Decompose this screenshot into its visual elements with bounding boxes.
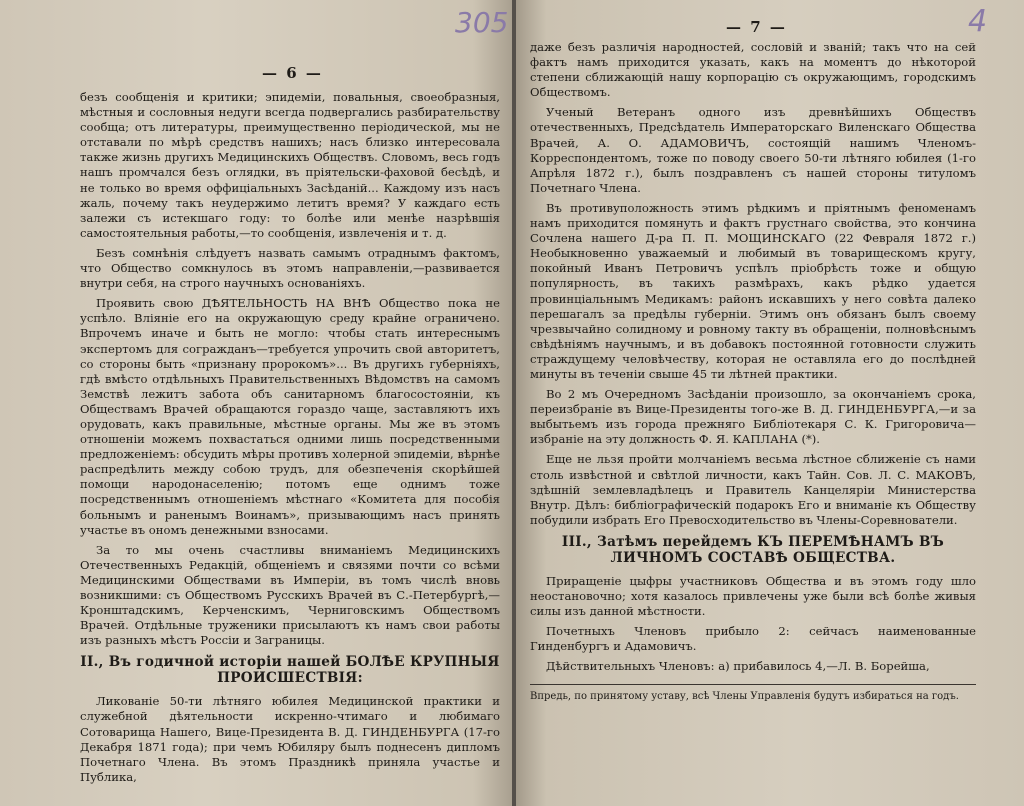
paragraph: Проявить свою ДѢЯТЕЛЬНОСТЬ НА ВНѢ Общество пока не успѣло. Вліяніе его на окружающую среду крайне ограничено. Впрочемъ иначе и быть не могло: чтобы стать интереснымъ экспертомъ для согражданъ—требуется упрочить свой авторитетъ, со стороны быть «признану пророкомъ»... Въ другихъ губерніяхъ, гдѣ вмѣсто отдѣльныхъ Правительственныхъ Вѣдомствъ на самомъ Земствѣ лежитъ забота объ санитарномъ благосостояніи, къ Обществамъ Врачей обращаются гораздо чаще, заставляютъ ихъ орудовать, какъ правильные, мѣстные органы. Мы же въ этомъ отношеніи можемъ похвастаться одними лишь посредственными предложеніемъ: обсудить мѣры противъ холерной эпидеміи, вѣрнѣе распредѣлить между собою трудъ, для обезпеченія скорѣйшей помощи народонаселенію; потомъ еще однимъ тоже посредственнымъ отношеніемъ мѣстнаго «Комитета для пособія больнымъ и раненымъ Воинамъ», призывающимъ насъ принять участье въ ономъ денежными взносами. xyxy=(80,296,500,537)
footnote: Впредь, по принятому уставу, всѣ Члены Управленія будутъ избираться на годъ. xyxy=(530,684,976,703)
paragraph: Еще не льзя пройти молчаніемъ весьма лѣстное сближеніе съ нами столь извѣстной и свѣтлой личности, какъ Тайн. Сов. Л. С. МАКОВЪ, здѣшній землевладѣлецъ и Правитель Канцеляріи Министерства Внутр. Дѣлъ: библіографическій подарокъ Его и вниманіе къ Обществу побудили избрать Его Превосходительство въ Члены-Соревнователи. xyxy=(530,452,976,527)
paragraph: Почетныхъ Членовъ прибыло 2: сейчасъ наименованные Гинденбургъ и Адамовичъ. xyxy=(530,624,976,654)
paragraph: Во 2 мъ Очередномъ Засѣданіи произошло, за окончаніемъ срока, переизбраніе въ Вице-Президенты того-же В. Д. ГИНДЕНБУРГА,—и за выбытьемъ изъ города прежняго Библіотекаря С. К. Григоровича—избраніе на эту должность Ф. Я. КАПЛАНА (*). xyxy=(530,387,976,447)
paragraph: Безъ сомнѣнія слѣдуетъ назвать самымъ отраднымъ фактомъ, что Общество сомкнулось въ этомъ направленіи,—развивается внутри себя, на строго научныхъ основаніяхъ. xyxy=(80,245,500,291)
page-number: — 7 — xyxy=(726,18,787,36)
section-heading: II., Въ годичной исторіи нашей БОЛѢЕ КРУПНЫЯ ПРОИСШЕСТВІЯ: xyxy=(80,654,500,687)
handwritten-page-number: 305 xyxy=(455,6,509,39)
section-heading: III., Затѣмъ перейдемъ КЪ ПЕРЕМѢНАМЪ ВЪ ЛИЧНОМЪ СОСТАВѢ ОБЩЕСТВА. xyxy=(561,533,945,566)
paragraph: Въ противуположность этимъ рѣдкимъ и пріятнымъ феноменамъ намъ приходится помянуть и фактъ грустнаго свойства, это кончина Сочлена нашего Д-ра П. П. МОЩИНСКАГО (22 Февраля 1872 г.) Необыкновенно уважаемый и любимый въ товарищескомъ кругу, покойный Иванъ Петровичъ успѣлъ пріобрѣсть тоже и общую популярность, въ такихъ размѣрахъ, какъ рѣдко удается провинціальнымъ Медикамъ: районъ искавшихъ у него совѣта далеко перешагалъ за предѣлы губерніи. Этимъ онъ обязанъ былъ своему чрезвычайно солидному и ровному такту въ обращеніи, полновѣснымъ свѣдѣніямъ научнымъ, и въ добавокъ постоянной готовности служить страждущему человѣчеству, которая не оставляла его до послѣдней минуты въ теченіи свыше 45 ти лѣтней практики. xyxy=(530,200,976,381)
paragraph: Дѣйствительныхъ Членовъ: а) прибавилось 4,—Л. В. Борейша, xyxy=(546,659,930,674)
right-page-body xyxy=(530,40,976,679)
paragraph: За то мы очень счастливы вниманіемъ Медицинскихъ Отечественныхъ Редакцій, общеніемъ и связями почти со всѣми Медицинскими Обществами въ Имперіи, въ томъ числѣ вновь возникшими: съ Обществомъ Русскихъ Врачей въ С.-Петербургѣ,—Кронштадскимъ, Керченскимъ, Черниговскимъ Обществомъ Врачей. Отдѣльные труженики присылаютъ къ намъ свои работы изъ разныхъ мѣстъ Россіи и Заграницы. xyxy=(80,542,500,648)
paragraph: Ликованіе 50-ти лѣтняго юбилея Медицинской практики и служебной дѣятельности искренно-чтимаго и любимаго Сотоварища Нашего, Вице-Президента В. Д. ГИНДЕНБУРГА (17-го Декабря 1871 года); при чемъ Юбиляру былъ поднесенъ дипломъ Почетнаго Члена. Въ этомъ Праздникѣ приняла участье и Публика, xyxy=(80,694,500,784)
right-page xyxy=(516,0,1024,806)
handwritten-page-number: 4 xyxy=(968,4,988,39)
left-page-body xyxy=(80,90,500,790)
paragraph: безъ сообщенія и критики; эпидеміи, повальныя, своеобразныя, мѣстныя и сословныя недуги всегда подвергались разбирательству сообща; отъ литературы, преимущественно періодической, мы не отставали по мѣрѣ средствъ нашихъ; насъ близко интересовала также жизнь другихъ Медицинскихъ Обществъ. Словомъ, весь годъ нашъ промчался безъ оглядки, въ пріятельски-фаховой бесѣдѣ, и не только во время оффиціальныхъ Засѣданій... Каждому изъ насъ жаль, почему такъ неудержимо летитъ время? У каждаго есть залежи съ истекшаго году: то болѣе или менѣе назрѣвшія самостоятельныя работы,—то сообщенія, извлеченія и т. д. xyxy=(80,90,500,240)
page-number: — 6 — xyxy=(262,64,323,82)
paragraph: Приращеніе цыфры участниковъ Общества и въ этомъ году шло неостановочно; хотя казалось привлечены уже были всѣ болѣе живыя силы изъ данной мѣстности. xyxy=(530,573,976,619)
paragraph: Ученый Ветеранъ одного изъ древнѣйшихъ Обществъ отечественныхъ, Предсѣдатель Императорскаго Виленскаго Общества Врачей, А. О. АДАМОВИЧЪ, состоящій нашимъ Членомъ-Корреспондентомъ, тоже по поводу своего 50-ти лѣтняго юбилея (1-го Апрѣля 1872 г.), былъ поздравленъ съ нашей стороны титуломъ Почетнаго Члена. xyxy=(530,105,976,195)
paragraph: даже безъ различія народностей, сословій и званій; такъ что на сей фактъ намъ приходится указать, какъ на моментъ до нѣкоторой степени сближающій нашу корпорацію съ окружающимъ, городскимъ Обществомъ. xyxy=(530,40,976,100)
